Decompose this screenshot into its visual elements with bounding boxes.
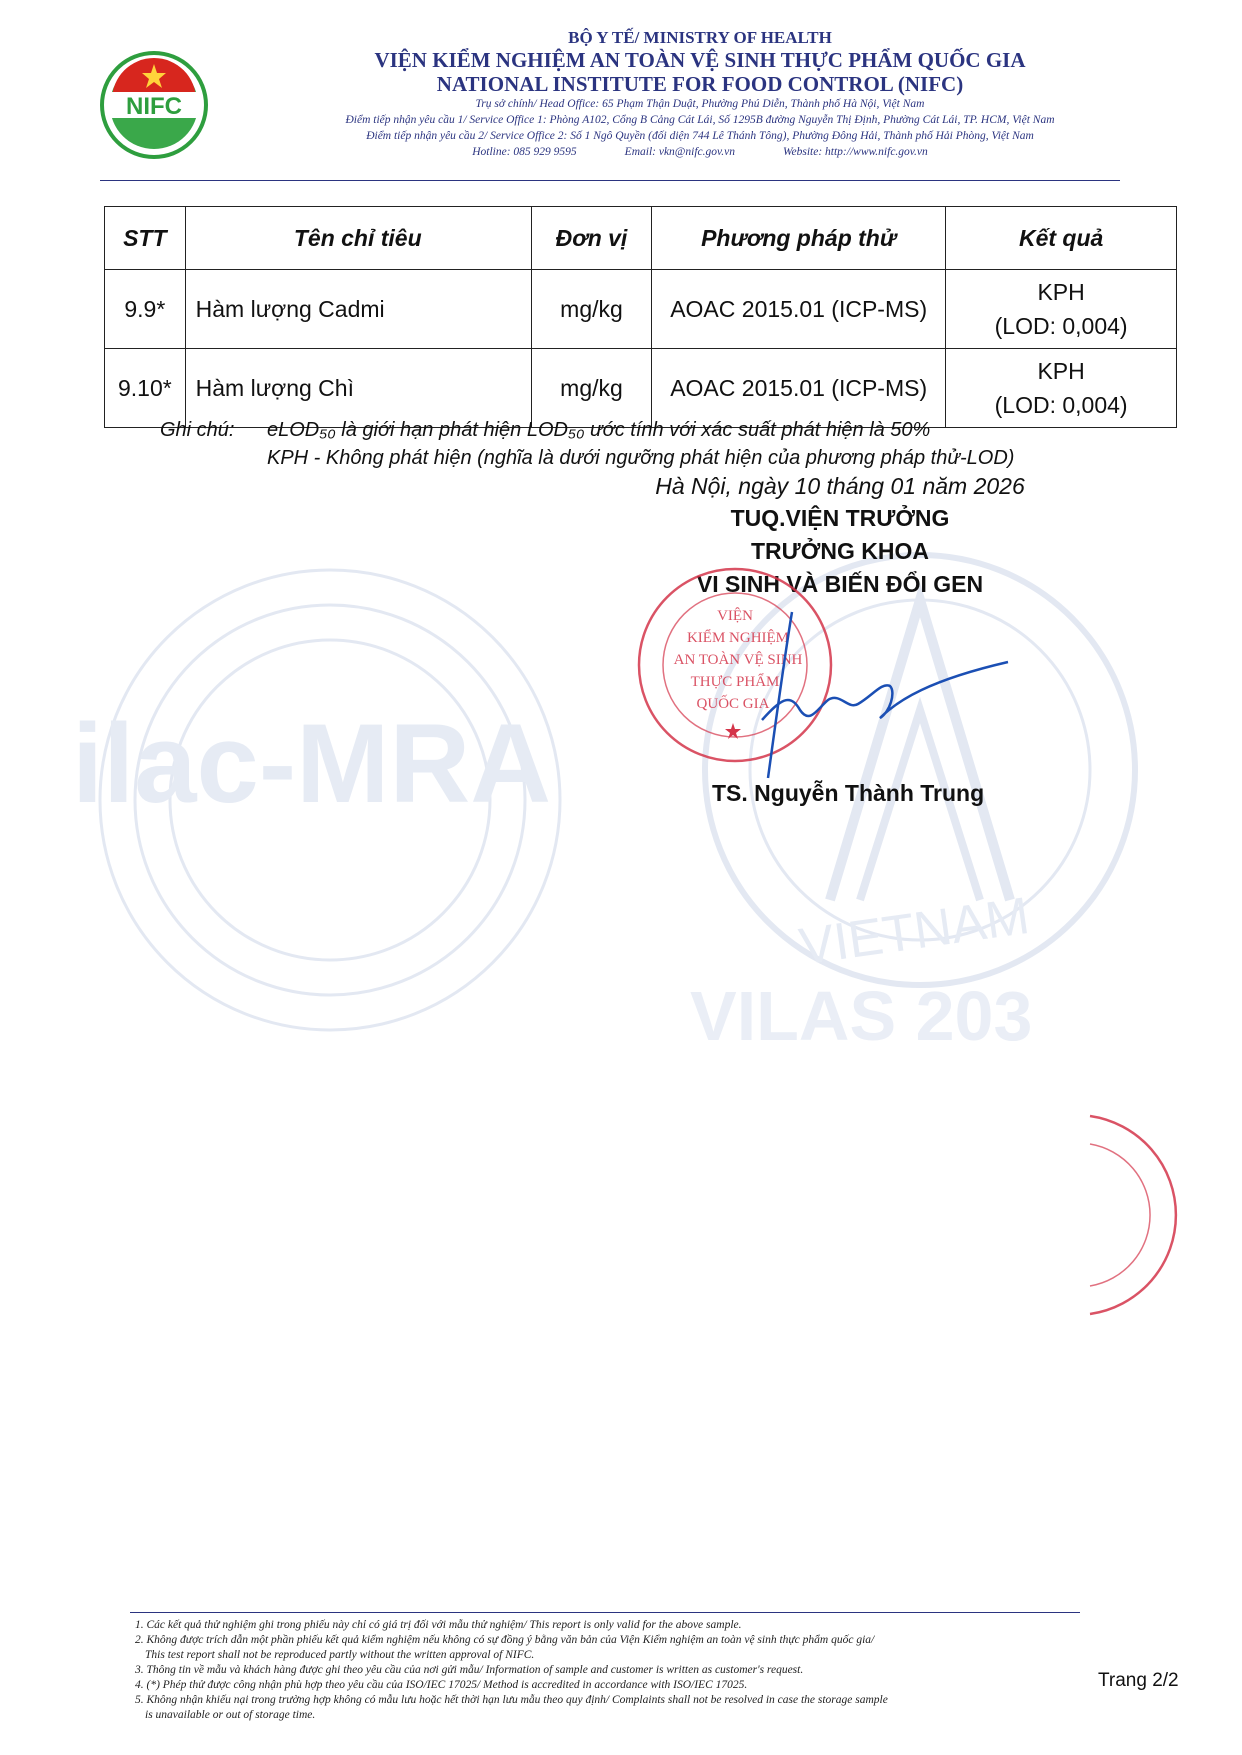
result-value: KPH [1037, 279, 1085, 305]
handwritten-signature [740, 600, 1020, 790]
result-value: KPH [1037, 358, 1085, 384]
service-office-2: Điểm tiếp nhận yêu cầu 2/ Service Office 2: Số 1 Ngô Quyền (đối diện 744 Lê Thánh Tông), Phường Đông Hải, Thành phố Hải Phòng, Việt Nam [366, 130, 1034, 142]
col-header-result: Kết quả [946, 207, 1177, 270]
cell-stt: 9.9* [105, 270, 186, 349]
cell-name: Hàm lượng Chì [185, 349, 531, 428]
ministry-title: BỘ Y TẾ/ MINISTRY OF HEALTH [568, 28, 832, 47]
vietnam-watermark: VIETNAM [795, 886, 1033, 977]
cell-unit: mg/kg [531, 270, 651, 349]
footer-note: 5. Không nhận khiếu nại trong trường hợp không có mẫu lưu hoặc hết thời hạn lưu mẫu theo quy định/ Complaints shall not be resolved in case the storage sample [135, 1694, 888, 1706]
result-lod: (LOD: 0,004) [994, 313, 1128, 339]
header-divider [100, 180, 1120, 181]
cell-name: Hàm lượng Cadmi [185, 270, 531, 349]
result-lod: (LOD: 0,004) [994, 392, 1128, 418]
cell-method: AOAC 2015.01 (ICP-MS) [652, 270, 946, 349]
footer-note: 1. Các kết quả thử nghiệm ghi trong phiếu này chỉ có giá trị đối với mẫu thử nghiệm/ This report is only valid for the above sample. [135, 1619, 742, 1631]
letterhead [220, 28, 1180, 160]
signer-role-1: TUQ.VIỆN TRƯỞNG [730, 505, 950, 531]
cell-method: AOAC 2015.01 (ICP-MS) [652, 349, 946, 428]
contact-line [220, 144, 1180, 160]
partial-stamp [1080, 1110, 1180, 1320]
footer-note: 3. Thông tin về mẫu và khách hàng được ghi theo yêu cầu của nơi gửi mẫu/ Information of sample and customer is written as customer's request. [135, 1664, 804, 1676]
stamp-line-3: AN TOÀN VỆ SINH [673, 652, 803, 668]
nifc-logo [98, 50, 210, 160]
cell-stt: 9.10* [105, 349, 186, 428]
col-header-name: Tên chỉ tiêu [185, 207, 531, 270]
footer-note: 4. (*) Phép thử được công nhận phù hợp theo yêu cầu của ISO/IEC 17025/ Method is accredited in accordance with ISO/IEC 17025. [135, 1679, 748, 1691]
signer-role-3: VI SINH VÀ BIẾN ĐỔI GEN [696, 571, 984, 597]
notes [160, 416, 1014, 472]
note-line-2: KPH - Không phát hiện (nghĩa là dưới ngưỡng phát hiện của phương pháp thử-LOD) [267, 447, 1015, 469]
note-line-1: eLOD₅₀ là giới hạn phát hiện LOD₅₀ ước tính với xác suất phát hiện là 50% [267, 419, 931, 441]
footer-divider [130, 1612, 1080, 1613]
issue-date: Hà Nội, ngày 10 tháng 01 năm 2026 [655, 473, 1025, 499]
footer-note: 2. Không được trích dẫn một phần phiếu kết quả kiểm nghiệm nếu không có sự đồng ý bằng văn bản của Viện Kiểm nghiệm an toàn vệ sinh thực phẩm quốc gia/ [135, 1634, 875, 1646]
cell-result [946, 270, 1177, 349]
col-header-stt: STT [105, 207, 186, 270]
logo-text: NIFC [126, 93, 182, 120]
institute-name-vi: VIỆN KIỂM NGHIỆM AN TOÀN VỆ SINH THỰC PHẨM QUỐC GIA [374, 48, 1026, 72]
institute-name-en: NATIONAL INSTITUTE FOR FOOD CONTROL (NIFC) [436, 72, 964, 96]
website: Website: http://www.nifc.gov.vn [782, 146, 928, 158]
footer-notes [135, 1618, 1095, 1723]
stamp-line-1: VIỆN [717, 608, 753, 624]
footer-note: This test report shall not be reproduced partly without the written approval of NIFC. [145, 1649, 535, 1661]
results-table [104, 206, 1177, 428]
col-header-method: Phương pháp thử [652, 207, 946, 270]
head-office: Trụ sở chính/ Head Office: 65 Phạm Thận Duật, Phường Phú Diễn, Thành phố Hà Nội, Việt Nam [475, 98, 925, 110]
cell-unit: mg/kg [531, 349, 651, 428]
table-row [105, 270, 1177, 349]
col-header-unit: Đơn vị [531, 207, 651, 270]
service-office-1: Điểm tiếp nhận yêu cầu 1/ Service Office 1: Phòng A102, Cổng B Cảng Cát Lái, Số 1295B đường Nguyễn Thị Định, Phường Cát Lái, TP. HCM, Việt Nam [345, 114, 1055, 126]
notes-label: Ghi chú: [160, 419, 235, 441]
email: Email: vkn@nifc.gov.vn [624, 146, 735, 158]
table-header-row [105, 207, 1177, 270]
signer-name: TS. Nguyễn Thành Trung [712, 780, 985, 806]
ilac-mra-watermark: ilac-MRA [72, 701, 552, 826]
footer-note: is unavailable or out of storage time. [145, 1709, 316, 1721]
vilas-watermark: VILAS 203 [690, 977, 1033, 1055]
stamp-line-2: KIỂM NGHIỆM [686, 630, 790, 646]
stamp-line-4: THỰC PHẨM [690, 674, 780, 690]
signer-role-2: TRƯỞNG KHOA [751, 538, 929, 564]
stamp-line-5: QUỐC GIA [696, 696, 770, 712]
page-number: Trang 2/2 [1098, 1670, 1179, 1691]
hotline: Hotline: 085 929 9595 [472, 146, 577, 158]
